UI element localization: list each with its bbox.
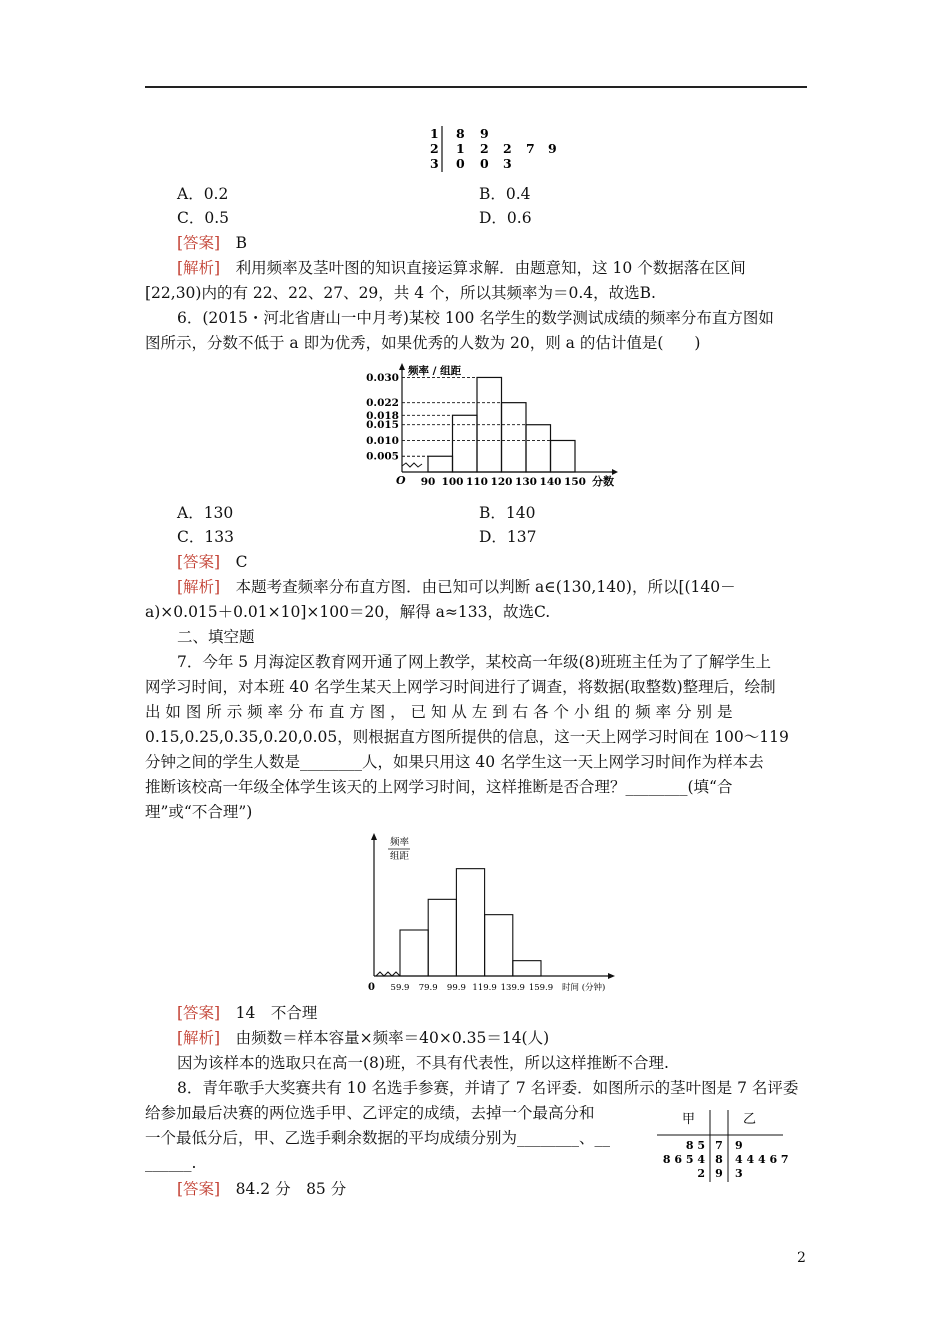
option-b: B．140 — [479, 504, 536, 522]
x-tick-label: 90 — [420, 476, 436, 488]
analysis-text: [22,30)内的有 22、22、27、29，共 4 个，所以其频率为＝0.4，故选B. — [145, 284, 656, 302]
leaf: 2 — [503, 141, 512, 156]
analysis-label: [解析] — [177, 1029, 221, 1047]
x-tick-label: 159.9 — [528, 983, 554, 993]
question-text: 8．青年歌手大奖赛共有 10 名选手参赛，并请了 7 名评委．如图所示的茎叶图是 7 名评委 — [177, 1079, 799, 1097]
analysis-label: [解析] — [177, 578, 221, 596]
question-text: 分钟之间的学生人数是________人，如果只用这 40 名学生这一天上网学习时间作为样本去 — [145, 753, 764, 771]
y-tick-label: 0.018 — [366, 409, 399, 422]
time-histogram — [360, 830, 620, 995]
leaf: 8 — [456, 126, 465, 141]
histogram-bar — [526, 425, 551, 472]
histogram-bar — [513, 961, 541, 976]
leaf-right: 3 — [735, 1167, 743, 1180]
stem-leaf-plot-2 — [655, 1106, 790, 1186]
question-text: 0.15,0.25,0.35,0.20,0.05，则根据直方图所提供的信息，这一天上网学习时间在 100～119 — [145, 728, 789, 746]
answer-label: [答案] — [177, 234, 221, 252]
y-tick-label: 0.022 — [366, 397, 399, 410]
option-c: C．133 — [177, 528, 234, 546]
question-text: 6．(2015・河北省唐山一中月考)某校 100 名学生的数学测试成绩的频率分布直方图如 — [177, 309, 774, 327]
option-a: A．0.2 — [177, 185, 229, 203]
leaf: 1 — [456, 141, 465, 156]
x-axis-label: 时间 (分钟) — [562, 983, 606, 993]
x-axis-label: 分数 — [592, 475, 614, 488]
answer-line — [177, 550, 248, 574]
x-tick-label: 130 — [515, 476, 537, 488]
answer-line — [177, 1001, 317, 1025]
question-text: 一个最低分后，甲、乙选手剩余数据的平均成绩分别为________、__ — [145, 1129, 611, 1147]
x-tick-label: 79.9 — [418, 983, 438, 993]
section-heading: 二、填空题 — [177, 628, 255, 646]
y-tick-label: 0.030 — [366, 371, 399, 384]
leaf: 0 — [480, 156, 489, 171]
axis-break-mark — [402, 463, 422, 467]
question-text: 图所示，分数不低于 a 即为优秀，如果优秀的人数为 20，则 a 的估计值是( ) — [145, 334, 701, 352]
leaf-left: 2 — [697, 1167, 705, 1180]
answer-line — [177, 1177, 346, 1201]
analysis-text: a)×0.015＋0.01×10]×100＝20，解得 a≈133，故选C. — [145, 603, 551, 621]
stem: 2 — [430, 141, 439, 156]
leaf-right: 9 — [735, 1139, 743, 1152]
answer-label: [答案] — [177, 1004, 221, 1022]
y-axis-label: 频率 / 组距 — [408, 365, 462, 377]
question-text: 出 如 图 所 示 频 率 分 布 直 方 图 ， 已 知 从 左 到 右 各 个 小 组 的 频 率 分 别 是 — [145, 703, 733, 721]
histogram-bar — [456, 869, 484, 976]
x-tick-label: 120 — [490, 476, 513, 488]
answer-value: C — [235, 553, 248, 571]
stem: 8 — [715, 1153, 723, 1166]
analysis-text: 由频数＝样本容量×频率＝40×0.35＝14(人) — [235, 1029, 550, 1047]
histogram-bar — [428, 456, 453, 472]
leaf-right: 4 4 4 6 7 — [735, 1153, 789, 1166]
histogram-bar — [453, 415, 478, 472]
answer-line — [177, 231, 247, 255]
histogram-bar — [551, 440, 576, 472]
leaf: 0 — [456, 156, 465, 171]
stem: 9 — [715, 1167, 723, 1180]
answer-value: 14 不合理 — [235, 1004, 318, 1022]
x-tick-label: 110 — [466, 476, 488, 488]
stem: 3 — [430, 156, 439, 171]
x-tick-label: 119.9 — [472, 983, 497, 993]
y-axis-label-top: 频率 — [390, 837, 410, 848]
leaf: 2 — [480, 141, 489, 156]
leaf: 7 — [526, 141, 535, 156]
stem-leaf-plot-1 — [420, 122, 570, 174]
analysis-line — [177, 1026, 549, 1050]
answer-label: [答案] — [177, 1180, 221, 1198]
x-tick-label: 140 — [539, 476, 562, 488]
x-tick-label: 139.9 — [500, 983, 525, 993]
leaf: 9 — [480, 126, 489, 141]
score-histogram — [360, 362, 620, 490]
answer-value: B — [235, 234, 248, 252]
option-d: D．0.6 — [479, 209, 532, 227]
histogram-bar — [400, 930, 428, 976]
y-tick-label: 0.005 — [366, 450, 399, 463]
leaf: 9 — [548, 141, 557, 156]
x-tick-label: 150 — [564, 476, 586, 488]
analysis-text: 本题考查频率分布直方图．由已知可以判断 a∈(130,140)，所以[(140－ — [235, 578, 736, 596]
question-text: ______. — [145, 1154, 197, 1172]
y-axis-arrow — [371, 833, 377, 840]
stem: 1 — [430, 126, 439, 141]
origin-label: O — [396, 474, 406, 487]
question-text: 7．今年 5 月海淀区教育网开通了网上教学，某校高一年级(8)班班主任为了了解学生上 — [177, 653, 772, 671]
histogram-bar — [502, 403, 527, 472]
y-tick-label: 0.010 — [366, 434, 399, 447]
head-right: 乙 — [743, 1112, 757, 1127]
question-text: 理”或“不合理”) — [145, 803, 253, 821]
option-b: B．0.4 — [479, 185, 531, 203]
option-d: D．137 — [479, 528, 537, 546]
x-tick-label: 99.9 — [446, 983, 466, 993]
y-axis-arrow — [399, 363, 405, 370]
origin-label: 0 — [368, 982, 375, 993]
question-text: 网学习时间，对本班 40 名学生某天上网学习时间进行了调查，将数据(取整数)整理后，绘制 — [145, 678, 776, 696]
page-number: 2 — [797, 1250, 806, 1266]
histogram-bar — [485, 915, 513, 976]
stem: 7 — [715, 1139, 723, 1152]
analysis-text: 因为该样本的选取只在高一(8)班，不具有代表性，所以这样推断不合理. — [177, 1054, 669, 1072]
question-text: 推断该校高一年级全体学生该天的上网学习时间，这样推断是否合理？________(填“合 — [145, 778, 733, 796]
option-c: C．0.5 — [177, 209, 230, 227]
option-a: A．130 — [177, 504, 234, 522]
analysis-line — [177, 575, 736, 599]
x-tick-label: 59.9 — [390, 983, 410, 993]
x-axis-arrow — [608, 973, 615, 979]
analysis-label: [解析] — [177, 259, 221, 277]
x-tick-label: 100 — [441, 476, 464, 488]
y-axis-label-bottom: 组距 — [390, 851, 410, 862]
leaf: 3 — [503, 156, 512, 171]
analysis-text: 利用频率及茎叶图的知识直接运算求解．由题意知，这 10 个数据落在区间 — [235, 259, 746, 277]
leaf-left: 8 6 5 4 — [662, 1153, 705, 1166]
question-text: 给参加最后决赛的两位选手甲、乙评定的成绩，去掉一个最高分和 — [145, 1104, 595, 1122]
y-tick-label: 0.015 — [366, 419, 399, 432]
header-rule — [145, 86, 807, 88]
analysis-line — [177, 256, 746, 280]
histogram-bar — [428, 899, 456, 976]
answer-label: [答案] — [177, 553, 221, 571]
head-left: 甲 — [682, 1112, 696, 1127]
answer-value: 84.2 分 85 分 — [235, 1180, 347, 1198]
leaf-left: 8 5 — [685, 1139, 705, 1152]
